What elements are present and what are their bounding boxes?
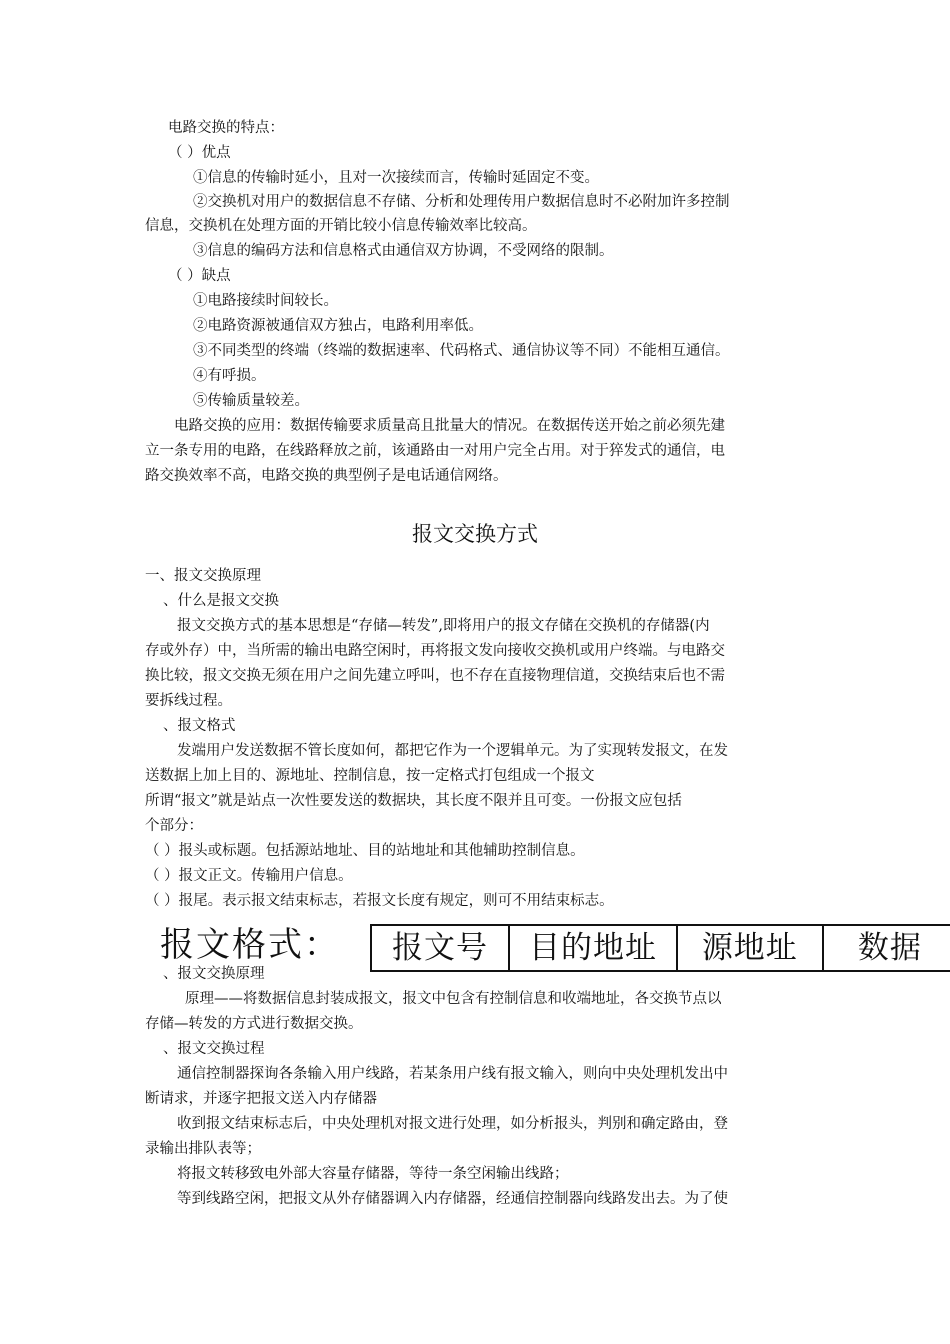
text-line: 路交换效率不高，电路交换的典型例子是电话通信网络。 <box>145 468 508 484</box>
text-line: 信息，交换机在处理方面的开销比较小信息传输效率比较高。 <box>145 218 537 234</box>
text-line: （ ）缺点 <box>168 268 231 284</box>
text-line: ④有呼损。 <box>193 368 266 384</box>
text-line: 、报文格式 <box>163 718 236 734</box>
text-line: （ ）报头或标题。包括源站地址、目的站地址和其他辅助控制信息。 <box>145 843 585 859</box>
text-line: ③不同类型的终端（终端的数据速率、代码格式、通信协议等不同）不能相互通信。 <box>193 343 730 359</box>
text-line: 录输出排队表等； <box>145 1141 261 1157</box>
text-line: 发端用户发送数据不管长度如何，都把它作为一个逻辑单元。为了实现转发报文，在发 <box>177 743 728 759</box>
text-line: 存储—转发的方式进行数据交换。 <box>145 1016 363 1032</box>
format-cell-data: 数据 <box>824 926 950 970</box>
text-line: 收到报文结束标志后，中央处理机对报文进行处理，如分析报头，判别和确定路由，登 <box>177 1116 728 1132</box>
text-line: 电路交换的特点： <box>168 120 284 136</box>
text-line: 通信控制器探询各条输入用户线路，若某条用户线有报文输入，则向中央处理机发出中 <box>177 1066 728 1082</box>
text-line: 一、报文交换原理 <box>145 568 261 584</box>
text-line: 、什么是报文交换 <box>163 593 279 609</box>
text-line: 要拆线过程。 <box>145 693 232 709</box>
text-line: 原理——将数据信息封装成报文，报文中包含有控制信息和收端地址，各交换节点以 <box>185 991 722 1007</box>
text-line: （ ）报文正文。传输用户信息。 <box>145 868 353 884</box>
text-line: 立一条专用的电路，在线路释放之前，该通路由一对用户完全占用。对于猝发式的通信，电 <box>145 443 725 459</box>
text-line: 、报文交换原理 <box>163 966 265 982</box>
text-line: ①信息的传输时延小，且对一次接续而言，传输时延固定不变。 <box>193 170 599 186</box>
text-line: 断请求，并逐字把报文送入内存储器 <box>145 1091 377 1107</box>
text-line: 电路交换的应用：数据传输要求质量高且批量大的情况。在数据传送开始之前必须先建 <box>174 418 725 434</box>
section-title: 报文交换方式 <box>412 522 538 546</box>
format-cell-source-address: 源地址 <box>678 926 824 970</box>
text-line: 所谓“报文”就是站点一次性要发送的数据块，其长度不限并且可变。一份报文应包括 <box>145 793 682 809</box>
text-line: 将报文转移致电外部大容量存储器，等待一条空闲输出线路； <box>177 1166 569 1182</box>
text-line: ②电路资源被通信双方独占，电路利用率低。 <box>193 318 483 334</box>
text-line: 送数据上加上目的、源地址、控制信息，按一定格式打包组成一个报文 <box>145 768 595 784</box>
message-format-label: 报文格式： <box>160 925 340 965</box>
text-line: 个部分： <box>145 818 203 834</box>
text-line: ①电路接续时间较长。 <box>193 293 338 309</box>
format-cell-message-number: 报文号 <box>372 926 510 970</box>
message-format-table <box>370 924 950 972</box>
text-line: （ ）报尾。表示报文结束标志，若报文长度有规定，则可不用结束标志。 <box>145 893 614 909</box>
text-line: 报文交换方式的基本思想是“存储—转发”,即将用户的报文存储在交换机的存储器(内 <box>177 618 710 634</box>
text-line: 换比较，报文交换无须在用户之间先建立呼叫，也不存在直接物理信道，交换结束后也不需 <box>145 668 725 684</box>
format-cell-destination-address: 目的地址 <box>510 926 678 970</box>
text-line: （ ）优点 <box>168 145 231 161</box>
text-line: ⑤传输质量较差。 <box>193 393 309 409</box>
text-line: 等到线路空闲，把报文从外存储器调入内存储器，经通信控制器向线路发出去。为了使 <box>177 1191 728 1207</box>
text-line: 、报文交换过程 <box>163 1041 265 1057</box>
text-line: 存或外存）中，当所需的输出电路空闲时，再将报文发向接收交换机或用户终端。与电路交 <box>145 643 725 659</box>
text-line: ②交换机对用户的数据信息不存储、分析和处理传用户数据信息时不必附加许多控制 <box>193 194 730 210</box>
text-line: ③信息的编码方法和信息格式由通信双方协调，不受网络的限制。 <box>193 243 614 259</box>
